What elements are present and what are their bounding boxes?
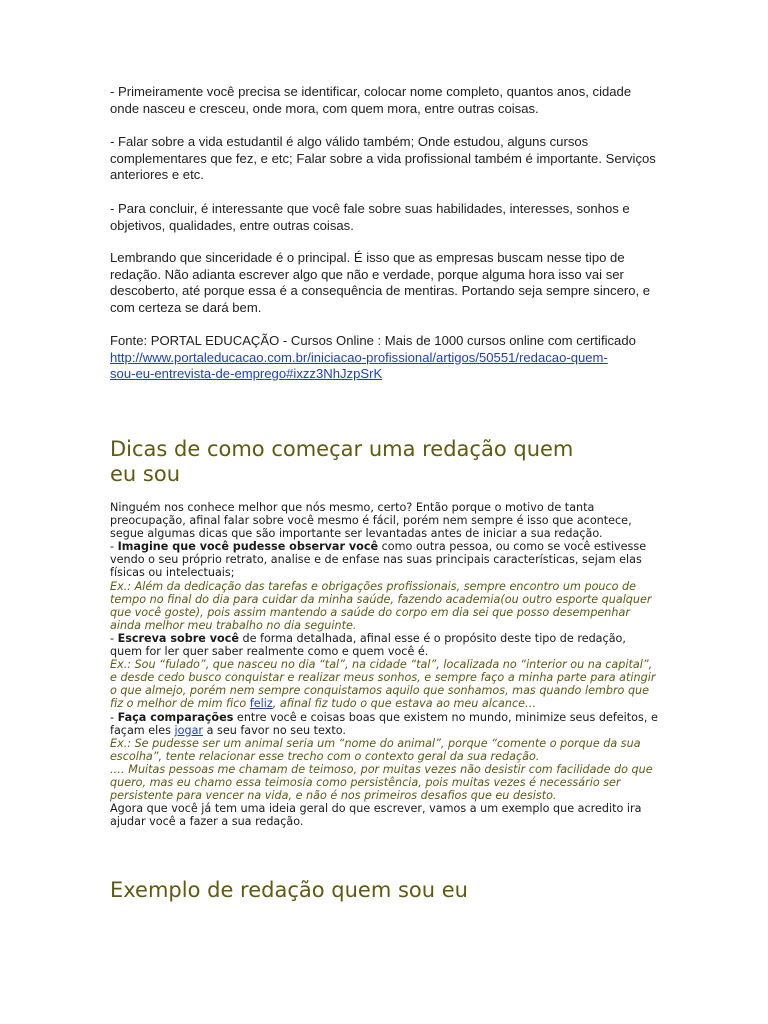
- example-3: Ex.: Se pudesse ser um animal seria um “nome do animal”, porque “comente o porque da sua escolha”, tente relacionar esse trecho com o contexto geral da sua redação.: [110, 736, 641, 763]
- tip-title: Imagine que você pudesse observar você: [117, 540, 379, 554]
- paragraph: - Para concluir, é interessante que você fale sobre suas habilidades, interesses, sonhos e objetivos, qualidades, entre outras coisas.: [110, 201, 630, 233]
- tip-text: de forma detalhada, afinal esse é o propósito deste tipo de redação, quem for ler quer saber realmente como e quem você é.: [110, 631, 626, 659]
- tip-title: Escreva sobre você: [117, 631, 239, 645]
- example-3-continued: .… Muitas pessoas me chamam de teimoso, por muitas vezes não desistir com facilidade do que quero, mas eu chamo essa teimosia como persistência, pois muitas vezes é necessário ser persistente para vencer na vida, e não é nos primeiros desafios que eu desisto.: [110, 762, 653, 803]
- tip-make-comparisons: [110, 711, 660, 737]
- tip-text: como outra pessoa, ou como se você estivesse vendo o seu próprio retrato, analise e de enfase nas suas principais características, sejam elas físicas ou intelectuais;: [110, 540, 647, 580]
- example-text: Ex.: Sou “fulado”, que nasceu no dia “tal”, na cidade “tal”, localizada no “interior ou na capital”, e desde cedo busco conquistar e realizar meus sonhos, e sempre faço a minha parte para atingir o que almejo, porém nem sempre conquistamos aquilo que sonhamos, mas quando lembro que fiz o melhor de mim fico: [110, 658, 656, 711]
- source-paragraph: [110, 333, 660, 383]
- example-1: Ex.: Além da dedicação das tarefas e obrigações profissionais, sempre encontro um pouco de tempo no final do dia para cuidar da minha saúde, fazendo academia(ou outro esporte qualquer que você goste), pois assim mantendo a saúde do corpo em dia sei que posso desempenhar ainda melhor meu trabalho no dia seguinte.: [110, 579, 652, 632]
- intro-item-identify: [110, 84, 660, 117]
- example-text: , afinal fiz tudo o que estava ao meu alcance…: [272, 697, 537, 711]
- source-text: Fonte: PORTAL EDUCAÇÃO - Cursos Online : Mais de 1000 cursos online com certificado: [110, 333, 636, 348]
- tips-body: [110, 501, 660, 828]
- tip-dash: -: [110, 631, 118, 645]
- heading-line-1: Dicas de como começar uma redação quem: [110, 437, 574, 461]
- tips-intro: Ninguém nos conhece melhor que nós mesmo, certo? Então porque o motivo de tanta preocupação, afinal falar sobre você mesmo é fácil, porém nem sempre é isso que acontece, segue algumas dicas que são importante ser levantadas antes de iniciar a sua redação.: [110, 501, 632, 541]
- tip-write-about-you: [110, 632, 660, 658]
- tip-text: a seu favor no seu texto.: [203, 723, 346, 737]
- closing-paragraph: Agora que você já tem uma ideia geral do que escrever, vamos a um exemplo que acredito ira ajudar você a fazer a sua redação.: [110, 802, 642, 829]
- feliz-link[interactable]: feliz: [249, 697, 273, 711]
- paragraph: - Primeiramente você precisa se identificar, colocar nome completo, quantos anos, cidade onde nasceu e cresceu, onde mora, com quem mora, entre outras coisas.: [110, 84, 632, 116]
- source-link-line-2[interactable]: sou-eu-entrevista-de-emprego#ixzz3NhJzpSrK: [110, 366, 383, 382]
- sincerity-paragraph: [110, 250, 660, 316]
- paragraph: - Falar sobre a vida estudantil é algo válido também; Onde estudou, alguns cursos complementares que fez, e etc; Falar sobre a vida profissional também é importante. Serviços anteriores e etc.: [110, 134, 656, 183]
- source-link-line-1[interactable]: http://www.portaleducacao.com.br/iniciacao-profissional/artigos/50551/redacao-quem-: [110, 349, 608, 365]
- paragraph: Lembrando que sinceridade é o principal. É isso que as empresas buscam nesse tipo de redação. Não adianta escrever algo que não e verdade, porque alguma hora isso vai ser descoberto, até porque essa é a consequência de mentiras. Portando seja sempre sincero, e com certeza se dará bem.: [110, 250, 651, 315]
- jogar-link[interactable]: jogar: [174, 723, 204, 737]
- heading: [110, 437, 660, 487]
- section-heading-tips: [110, 437, 660, 487]
- section-heading-example: [110, 878, 660, 903]
- intro-item-conclusion: [110, 201, 660, 234]
- tip-text: entre você e coisas boas que existem no mundo, minimize seus defeitos, e façam eles: [110, 710, 658, 737]
- source-link[interactable]: [110, 350, 660, 383]
- tip-observe-yourself: [110, 540, 660, 579]
- example-2: [110, 658, 660, 710]
- tip-dash: -: [110, 540, 118, 554]
- intro-item-student-life: [110, 134, 660, 184]
- tip-dash: -: [110, 710, 118, 724]
- tip-title: Faça comparações: [117, 710, 234, 724]
- heading-line-2: eu sou: [110, 462, 181, 486]
- heading: Exemplo de redação quem sou eu: [110, 878, 468, 902]
